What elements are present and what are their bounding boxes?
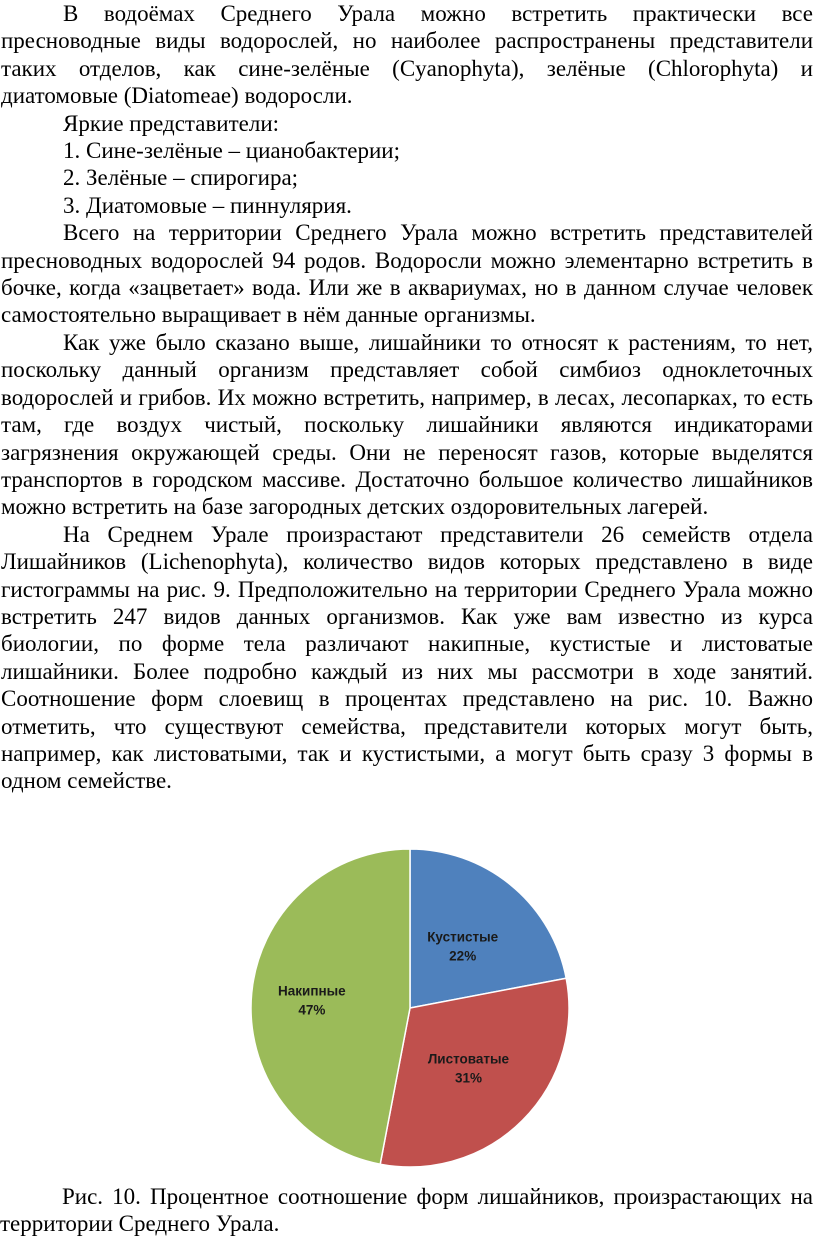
figure-caption bbox=[0, 1183, 813, 1238]
pie-slice-value-3: 47% bbox=[298, 1002, 326, 1018]
pie-slice-value-1: 22% bbox=[449, 948, 477, 964]
list-item-2: 2. Зелёные – спирогира; bbox=[63, 165, 299, 191]
paragraph-intro: В водоёмах Среднего Урала можно встретить практически все пресноводные виды водорослей, но наиболее распространены представители таких отделов, как сине-зелёные (Cyanophyta), зелёные (Chlorophyta) и диатомовые (Diatomeae) водоросли. bbox=[1, 1, 813, 109]
paragraph-examples-heading: Яркие представители: bbox=[63, 110, 280, 136]
paragraph-genera: Всего на территории Среднего Урала можно встретить представителей пресноводных водорослей 94 родов. Водоросли можно элементарно встретить в бочке, когда «зацветает» вода. Или же в аквариумах, но в данном случае человек самостоятельно выращивает в нём данные организмы. bbox=[1, 220, 813, 328]
list-item-3: 3. Диатомовые – пиннулярия. bbox=[63, 192, 352, 218]
pie-slice-label-1: Кустистые bbox=[427, 929, 499, 945]
pie-slice-label-2: Листоватые bbox=[427, 1051, 510, 1067]
list-item-1: 1. Сине-зелёные – цианобактерии; bbox=[63, 138, 400, 164]
paragraph-families: На Среднем Урале произрастают представители 26 семейств отдела Лишайников (Lichenophyta), количество видов которых представлено в виде гистограммы на рис. 9. Предположительно на территории Среднего Урала можно встретить 247 видов данных организмов. Как уже вам известно из курса биологии, по форме тела различают накипные, кустистые и листоватые лишайники. Более подробно каждый из них мы рассмотри в ходе занятий. Соотношение форм слоевищ в процентах представлено на рис. 10. Важно отметить, что существуют семейства, представители которых могут быть, например, как листоватыми, так и кустистыми, а могут быть сразу 3 формы в одном семействе. bbox=[1, 521, 813, 794]
pie-slice-3 bbox=[251, 849, 410, 1164]
pie-chart bbox=[0, 848, 816, 1178]
figure-caption-text: Рис. 10. Процентное соотношение форм лишайников, произрастающих на территории Среднего Урала. bbox=[0, 1184, 813, 1237]
pie-slice-value-2: 31% bbox=[454, 1070, 482, 1086]
pie-chart-svg bbox=[0, 848, 816, 1178]
pie-slice-label-3: Накипные bbox=[278, 983, 346, 999]
paragraph-lichens: Как уже было сказано выше, лишайники то относят к растениям, то нет, поскольку данный организм представляет собой симбиоз одноклеточных водорослей и грибов. Их можно встретить, например, в лесах, лесопарках, то есть там, где воздух чистый, поскольку лишайники являются индикаторами загрязнения окружающей среды. Они не переносят газов, которые выделятся транспортов в городском массиве. Достаточно большое количество лишайников можно встретить на базе загородных детских оздоровительных лагерей. bbox=[1, 329, 813, 520]
